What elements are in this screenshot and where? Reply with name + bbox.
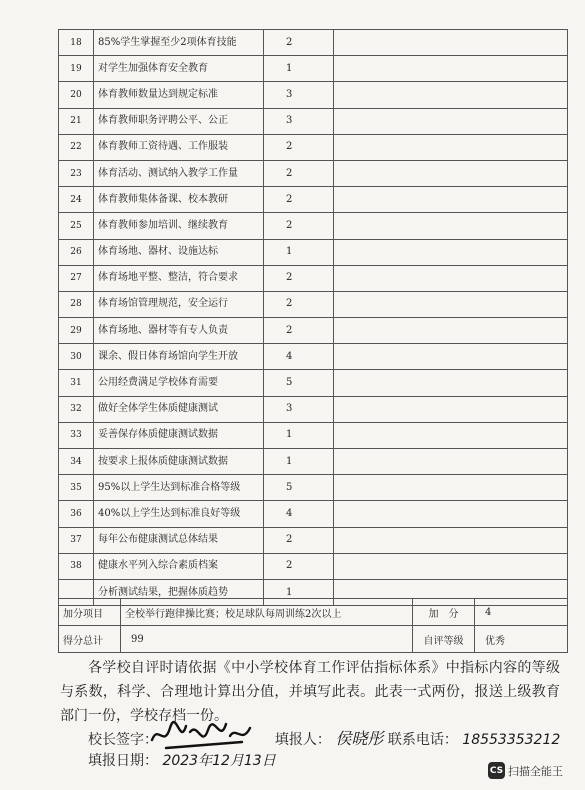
row-item: 体育教师集体备课、校本教研 [94, 187, 264, 213]
scanner-logo-icon: CS [488, 762, 505, 779]
row-remark [334, 318, 568, 344]
row-item: 体育教师数量达到规定标准 [94, 82, 264, 108]
table-row [59, 160, 568, 186]
row-score: 5 [264, 370, 334, 396]
row-item: 体育教师工资待遇、工作服装 [94, 134, 264, 160]
row-number: 28 [59, 291, 94, 317]
bonus-score: 4 [475, 599, 568, 626]
row-remark [334, 239, 568, 265]
row-score: 2 [264, 553, 334, 579]
fill-date: 2023年12月13日 [162, 753, 276, 769]
row-number: 29 [59, 318, 94, 344]
row-score: 1 [264, 422, 334, 448]
table-row [59, 187, 568, 213]
principal-label: 校长签字： [88, 732, 158, 748]
row-remark [334, 187, 568, 213]
row-number: 20 [59, 82, 94, 108]
table-row [59, 370, 568, 396]
row-score: 2 [264, 213, 334, 239]
row-number: 35 [59, 475, 94, 501]
evaluation-table-body [59, 30, 568, 606]
date-line [88, 751, 276, 771]
row-score: 2 [264, 265, 334, 291]
row-item: 公用经费满足学校体育需要 [94, 370, 264, 396]
row-number: 24 [59, 187, 94, 213]
row-remark [334, 213, 568, 239]
row-score: 1 [264, 56, 334, 82]
row-number: 18 [59, 30, 94, 56]
row-remark [334, 501, 568, 527]
row-item: 95%以上学生达到标准合格等级 [94, 475, 264, 501]
table-row [59, 475, 568, 501]
table-row [59, 291, 568, 317]
row-item: 体育教师参加培训、继续教育 [94, 213, 264, 239]
table-row [59, 108, 568, 134]
row-item: 体育场地、器材等有专人负责 [94, 318, 264, 344]
row-number: 34 [59, 449, 94, 475]
scanner-watermark [488, 762, 563, 779]
filler-name: 侯晓彤 [335, 729, 384, 748]
evaluation-table [58, 29, 568, 606]
phone-label: 联系电话： [387, 732, 458, 748]
row-item: 按要求上报体质健康测试数据 [94, 449, 264, 475]
row-score: 4 [264, 344, 334, 370]
row-score: 2 [264, 291, 334, 317]
row-number: 21 [59, 108, 94, 134]
row-number: 22 [59, 134, 94, 160]
table-row [59, 213, 568, 239]
row-item: 40%以上学生达到标准良好等级 [94, 501, 264, 527]
row-item: 对学生加强体育安全教育 [94, 56, 264, 82]
date-label: 填报日期： [88, 753, 158, 769]
bonus-score-label: 加 分 [413, 599, 475, 626]
row-score: 2 [264, 134, 334, 160]
row-remark [334, 370, 568, 396]
row-score: 1 [264, 449, 334, 475]
row-remark [334, 265, 568, 291]
row-number: 19 [59, 56, 94, 82]
grade-value: 优秀 [475, 626, 568, 653]
bonus-row [59, 599, 568, 626]
row-number: 33 [59, 422, 94, 448]
table-row [59, 344, 568, 370]
row-remark [334, 449, 568, 475]
table-row [59, 30, 568, 56]
table-row [59, 396, 568, 422]
row-score: 2 [264, 318, 334, 344]
row-remark [334, 422, 568, 448]
row-number: 30 [59, 344, 94, 370]
row-score: 3 [264, 82, 334, 108]
row-remark [334, 108, 568, 134]
row-item: 健康水平列入综合素质档案 [94, 553, 264, 579]
row-remark [334, 344, 568, 370]
row-score: 2 [264, 30, 334, 56]
row-item: 体育场地平整、整洁，符合要求 [94, 265, 264, 291]
table-row [59, 82, 568, 108]
row-number: 38 [59, 553, 94, 579]
principal-signature [146, 718, 256, 754]
row-score: 1 [264, 579, 334, 605]
row-item: 85%学生掌握至少2项体育技能 [94, 30, 264, 56]
row-remark [334, 553, 568, 579]
row-number: 32 [59, 396, 94, 422]
total-label: 得分总计 [59, 626, 121, 653]
table-row [59, 265, 568, 291]
row-item: 课余、假日体育场馆向学生开放 [94, 344, 264, 370]
scanner-watermark-text: 扫描全能王 [508, 764, 563, 778]
row-number: 37 [59, 527, 94, 553]
row-item: 分析测试结果，把握体质趋势 [94, 579, 264, 605]
total-value: 99 [121, 626, 413, 653]
row-number: 36 [59, 501, 94, 527]
row-item: 体育场地、器材、设施达标 [94, 239, 264, 265]
row-remark [334, 56, 568, 82]
bonus-text: 全校举行跑律操比赛；校足球队每周训练2次以上 [121, 599, 413, 626]
row-score: 2 [264, 160, 334, 186]
table-row [59, 318, 568, 344]
phone-number: 18553353212 [462, 732, 561, 748]
row-item: 体育活动、测试纳入教学工作量 [94, 160, 264, 186]
row-score: 1 [264, 239, 334, 265]
row-remark [334, 475, 568, 501]
row-number: 31 [59, 370, 94, 396]
row-number: 26 [59, 239, 94, 265]
table-row [59, 501, 568, 527]
grade-label: 自评等级 [413, 626, 475, 653]
row-item: 妥善保存体质健康测试数据 [94, 422, 264, 448]
row-item: 体育场馆管理规范，安全运行 [94, 291, 264, 317]
table-row [59, 527, 568, 553]
row-number: 27 [59, 265, 94, 291]
row-item: 做好全体学生体质健康测试 [94, 396, 264, 422]
row-item: 每年公布健康测试总体结果 [94, 527, 264, 553]
row-remark [334, 527, 568, 553]
row-remark [334, 30, 568, 56]
table-row [59, 134, 568, 160]
row-remark [334, 291, 568, 317]
row-score: 4 [264, 501, 334, 527]
table-row [59, 422, 568, 448]
row-score: 5 [264, 475, 334, 501]
row-number: 23 [59, 160, 94, 186]
row-score: 2 [264, 187, 334, 213]
row-score: 3 [264, 108, 334, 134]
table-row [59, 56, 568, 82]
total-row [59, 626, 568, 653]
row-remark [334, 134, 568, 160]
summary-table [58, 598, 568, 653]
row-item: 体育教师职务评聘公平、公正 [94, 108, 264, 134]
instructions-paragraph: 各学校自评时请依据《中小学校体育工作评估指标体系》中指标内容的等级与系数，科学、合理地计算出分值，并填写此表。此表一式两份，报送上级教育部门一份，学校存档一份。 [60, 660, 560, 724]
row-remark [334, 396, 568, 422]
table-row [59, 553, 568, 579]
row-score: 3 [264, 396, 334, 422]
table-row [59, 239, 568, 265]
table-row [59, 449, 568, 475]
row-remark [334, 82, 568, 108]
row-number: 25 [59, 213, 94, 239]
filler-label: 填报人： [274, 732, 331, 748]
bonus-label: 加分项目 [59, 599, 121, 626]
row-score: 2 [264, 527, 334, 553]
row-remark [334, 160, 568, 186]
